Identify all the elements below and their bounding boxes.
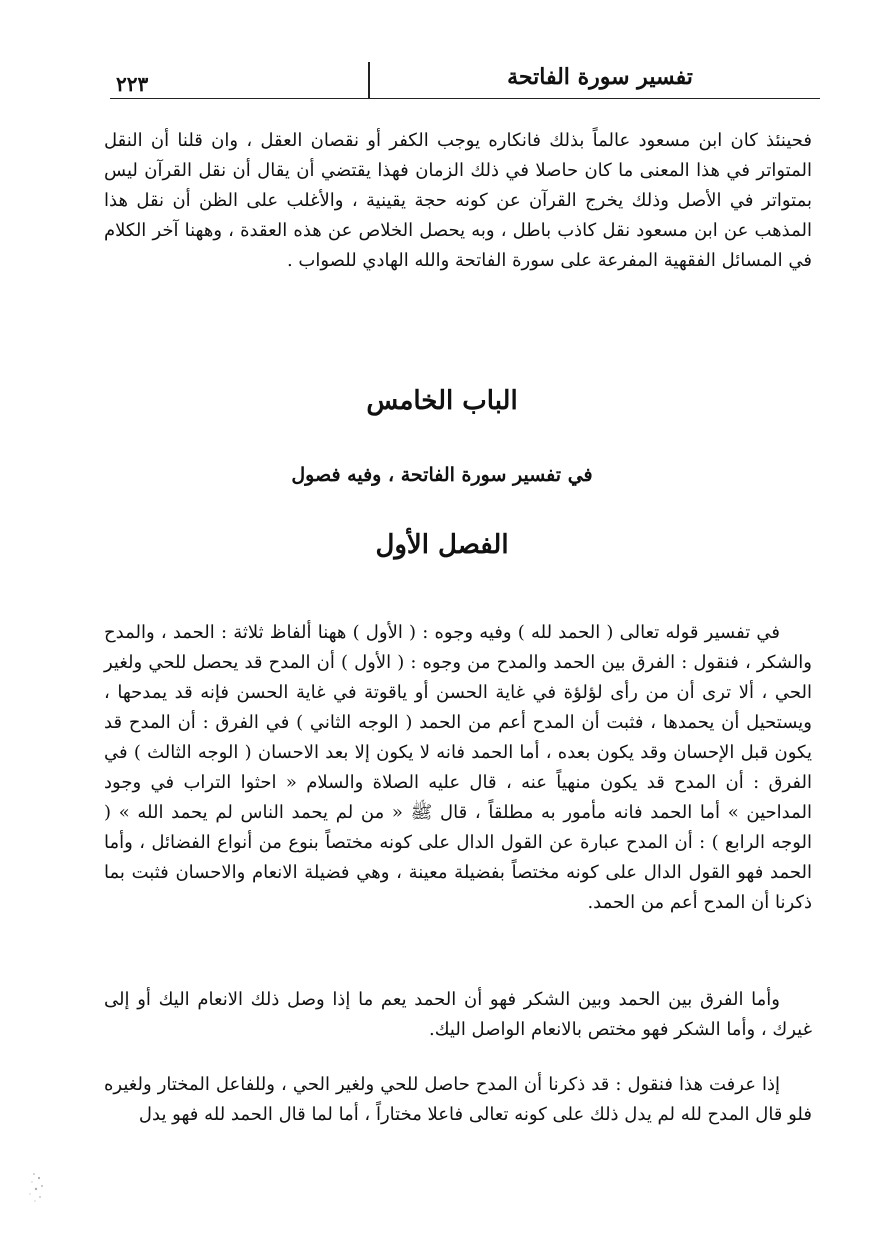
paragraph-2: وأما الفرق بين الحمد وبين الشكر فهو أن الحمد يعم ما إذا وصل ذلك الانعام اليك أو إلى غيرك ، وأما الشكر فهو مختص بالانعام الواصل اليك.	[104, 989, 812, 1040]
paragraph-3: إذا عرفت هذا فنقول : قد ذكرنا أن المدح حاصل للحي ولغير الحي ، وللفاعل المختار ولغيره فلو قال المدح لله لم يدل ذلك على كونه تعالى فاعلا مختاراً ، أما لما قال الحمد لله فهو يدل	[104, 1074, 812, 1125]
running-title: تفسير سورة الفاتحة	[507, 64, 693, 90]
section-title: الفصل الأول	[375, 530, 509, 560]
chapter-title: الباب الخامس	[366, 386, 518, 416]
paragraph-continuation: فحينئذ كان ابن مسعود عالماً بذلك فانكاره يوجب الكفر أو نقصان العقل ، وان قلنا أن النقل المتواتر في هذا المعنى ما كان حاصلا في ذلك الزمان فهذا يقتضي أن يقال أن نقل القرآن ليس بمتواتر في الأصل وذلك يخرج القرآن عن كونه حجة يقينية ، والأغلب على الظن أن نقل هذا المذهب عن ابن مسعود نقل كاذب باطل ، وبه يحصل الخلاص عن هذه العقدة ، وههنا آخر الكلام في المسائل الفقهية المفرعة على سورة الفاتحة والله الهادي للصواب .	[104, 130, 812, 271]
page-number: ٢٢٣	[116, 72, 149, 96]
page-header	[110, 58, 820, 99]
paragraph-1: في تفسير قوله تعالى ( الحمد لله ) وفيه وجوه : ( الأول ) ههنا ألفاظ ثلاثة : الحمد ، والمدح والشكر ، فنقول : الفرق بين الحمد والمدح من وجوه : ( الأول ) أن المدح قد يحصل للحي ولغير الحي ، ألا ترى أن من رأى لؤلؤة في غاية الحسن أو ياقوتة في غاية الحسن فإنه قد يمدحها ، ويستحيل أن يحمدها ، فثبت أن المدح أعم من الحمد ( الوجه الثاني ) في الفرق : أن المدح قد يكون قبل الإحسان وقد يكون بعده ، أما الحمد فانه لا يكون إلا بعد الاحسان ( الوجه الثالث ) في الفرق : أن المدح قد يكون منهياً عنه ، قال عليه الصلاة والسلام « احثوا التراب في وجود المداحين » أما الحمد فانه مأمور به مطلقاً ، قال ﷺ « من لم يحمد الناس لم يحمد الله » ( الوجه الرابع ) : أن المدح عبارة عن القول الدال على كونه مختصاً بنوع من أنواع الفضائل ، وأما الحمد فهو القول الدال على كونه مختصاً بفضيلة معينة ، وهي فضيلة الانعام والاحسان فثبت بما ذكرنا أن المدح أعم من الحمد.	[104, 622, 812, 913]
header-divider	[368, 62, 370, 98]
chapter-subtitle: في تفسير سورة الفاتحة ، وفيه فصول	[291, 464, 593, 486]
margin-speck-mark	[24, 1168, 50, 1204]
